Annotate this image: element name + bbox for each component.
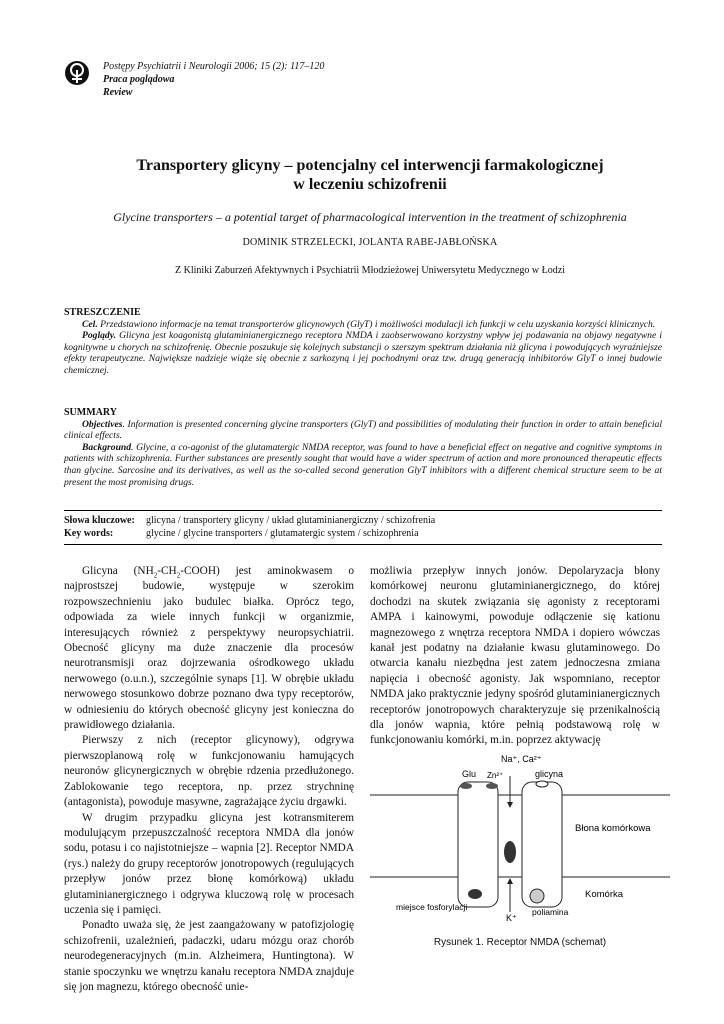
abstract-poglady: Poglądy. Glicyna jest koagonistą glutaminianergicznego receptora NMDA i zaobserwowano korzystny wpływ jej podawania na objawy negatywne i kognitywne u chorych na schizofrenię. Obecnie poszukuje się kolejnych substancji o szerszym spektrum działania niż glicyna i powodujących wyraźniejsze efekty terapeutyczne. Największe nadzieje wiąże się obecnie z sarkozyną i jej pochodnymi oraz tzw. drugą generacją inhibitorów GlyT o innej budowie chemicznej. — [64, 330, 662, 376]
receptor-subunit-left — [458, 782, 498, 907]
abstract-cel: Cel. Przedstawiono informacje na temat transporterów glicynowych (GlyT) i możliwości modulacji ich funkcji w celu uzyskania korzyści klinicznych. — [82, 318, 656, 330]
abstract-pl — [64, 307, 662, 377]
polyamine-site — [530, 889, 544, 903]
summary-heading: SUMMARY — [64, 407, 117, 418]
label-k: K⁺ — [506, 913, 517, 923]
label-zn: Zn²⁺ — [487, 771, 504, 780]
label-blona: Błona komórkowa — [575, 823, 651, 834]
title-line-1: Transportery glicyny – potencjalny cel interwencji farmakologicznej — [136, 157, 604, 174]
paragraph-3: W drugim przypadku glicyna jest kotransmiterem modulującym przepuszczalność receptora NMDA dla jonów sodu, potasu i co najistotniejsze – wapnia [2]. Receptor NMDA (rys.) należy do grupy receptorów jonotropowych (regulujących przepływ jonów przez błonę komórkową) układu glutaminianergicznego i odgrywa kluczową rolę w procesach uczenia się i pamięci. — [64, 811, 354, 916]
paragraph-5: możliwia przepływ innych jonów. Depolaryzacja błony komórkowej neuronu glutaminianergicznego, do której dochodzi na skutek związania się agonisty z receptorami AMPA i kainowymi, powoduje odłączenie się kationu magnezowego z wnętrza receptora NMDA i dopiero wówczas kanał jest podatny na działanie kwasu glutaminowego. Do otwarcia kanału niezbędna jest zatem jednoczesna zmiana napięcia i obecność agonisty. Jak wspomniano, receptor NMDA jako praktycznie jedyny spośród glutaminianergicznych receptorów jonotropowych charakteryzuje się przenikalnością dla jonów wapnia, które pełnią podstawową rolę w funkcjonowaniu komórki, m.in. poprzez aktywację — [370, 565, 660, 747]
keywords-pl: Słowa kluczowe: glicyna / transportery glicyny / układ glutaminianergiczny / schizofrenia — [64, 515, 436, 526]
phosphorylation-site — [468, 889, 482, 899]
article-type-pl: Praca poglądowa — [103, 74, 175, 85]
article-type-en: Review — [103, 87, 133, 98]
paragraph-1: Glicyna $(NH_2-CH_2-COOH)$ jest aminokwasem o najprostszej budowie, występuje w szerokim rozpowszechnieniu jako budulec białka. Oprócz tego, odpowiada za wiele innych funkcji w organizmie, interesujących również z perspektywy neuropsychiatrii. Obecność glicyny ma duże znaczenie dla procesów neurotransmisji oraz dojrzewania ośrodkowego układu nerwowego (o.u.n.), szczególnie synaps [1]. W obrębie układu nerwowego stosunkowo dobrze poznano dwa typy receptorów, w odniesieniu do których obecność glicyny jest konieczna do prawidłowego działania. — [64, 565, 354, 732]
label-glu: Glu — [462, 769, 477, 779]
label-komorka: Komórka — [585, 889, 624, 900]
keywords-en: Key words: glycine / glycine transporters / glutamatergic system / schizophrenia — [64, 528, 419, 539]
article-title — [60, 156, 680, 194]
body-left-column — [64, 564, 354, 995]
summary-background: Background. Glycine, a co-agonist of the glutamatergic NMDA receptor, was found to have a beneficial effect on negative and cognitive symptoms in patients with schizophrenia. Further substances are presently sought that would have a wider spectrum of action and more pronounced therapeutic effects than glycine. Sarcosine and its derivatives, as well as the so-called second generation GlyT inhibitors with a different chemical structure seem to be at present the most promising drugs. — [64, 441, 662, 488]
affiliation: Z Kliniki Zaburzeń Afektywnych i Psychiatrii Młodzieżowej Uniwersytetu Medycznego w Łodzi — [175, 265, 565, 276]
abstract-en — [64, 407, 662, 488]
keywords-box — [64, 510, 662, 545]
journal-logo-icon — [64, 60, 90, 86]
journal-citation: Postępy Psychiatrii i Neurologii 2006; 15 (2): 117–120 — [103, 61, 325, 72]
label-poliamina: poliamina — [532, 907, 569, 917]
glu-site — [460, 783, 472, 789]
zn-site — [486, 783, 498, 789]
streszczenie-heading: STRESZCZENIE — [64, 307, 141, 318]
summary-objectives: Objectives. Information is presented concerning glycine transporters (GlyT) and possibilities of modulating their function in order to attain beneficial clinical effects. — [64, 418, 662, 442]
label-fosforylacja: miejsce fosforylacji — [396, 902, 468, 912]
title-line-2: w leczeniu schizofrenii — [293, 176, 447, 193]
receptor-subunit-right — [522, 782, 562, 907]
authors: DOMINIK STRZELECKI, JOLANTA RABE-JABŁOŃSKA — [242, 237, 498, 248]
paragraph-4: Ponadto uważa się, że jest zaangażowany w patofizjologię schizofrenii, uzależnień, padaczki, udaru mózgu oraz chorób neurodegeneracyjnych (m.in. Alzheimera, Huntingtona). W stanie spoczynku we wnętrzu kanału receptora NMDA znajduje się jon magnezu, którego obecność unie- — [64, 919, 354, 993]
english-title: Glycine transporters – a potential target of pharmacological intervention in the treatment of schizophrenia — [113, 210, 627, 224]
glycine-site — [536, 781, 548, 787]
journal-header — [103, 60, 324, 99]
mg-ion — [504, 841, 516, 863]
label-na-ca: Na⁺, Ca²⁺ — [501, 754, 542, 764]
paragraph-2: Pierwszy z nich (receptor glicynowy), odgrywa pierwszoplanową rolę w funkcjonowaniu hamujących neuronów glicynergicznych w obrębie rdzenia przedłużonego. Zablokowanie tego receptora, np. przez strychninę (antagonista), powoduje masywne, zagrażające życiu drgawki. — [64, 734, 354, 809]
body-right-column — [370, 564, 660, 749]
figure-caption: Rysunek 1. Receptor NMDA (schemat) — [433, 937, 607, 948]
label-glicyna: glicyna — [535, 769, 564, 779]
